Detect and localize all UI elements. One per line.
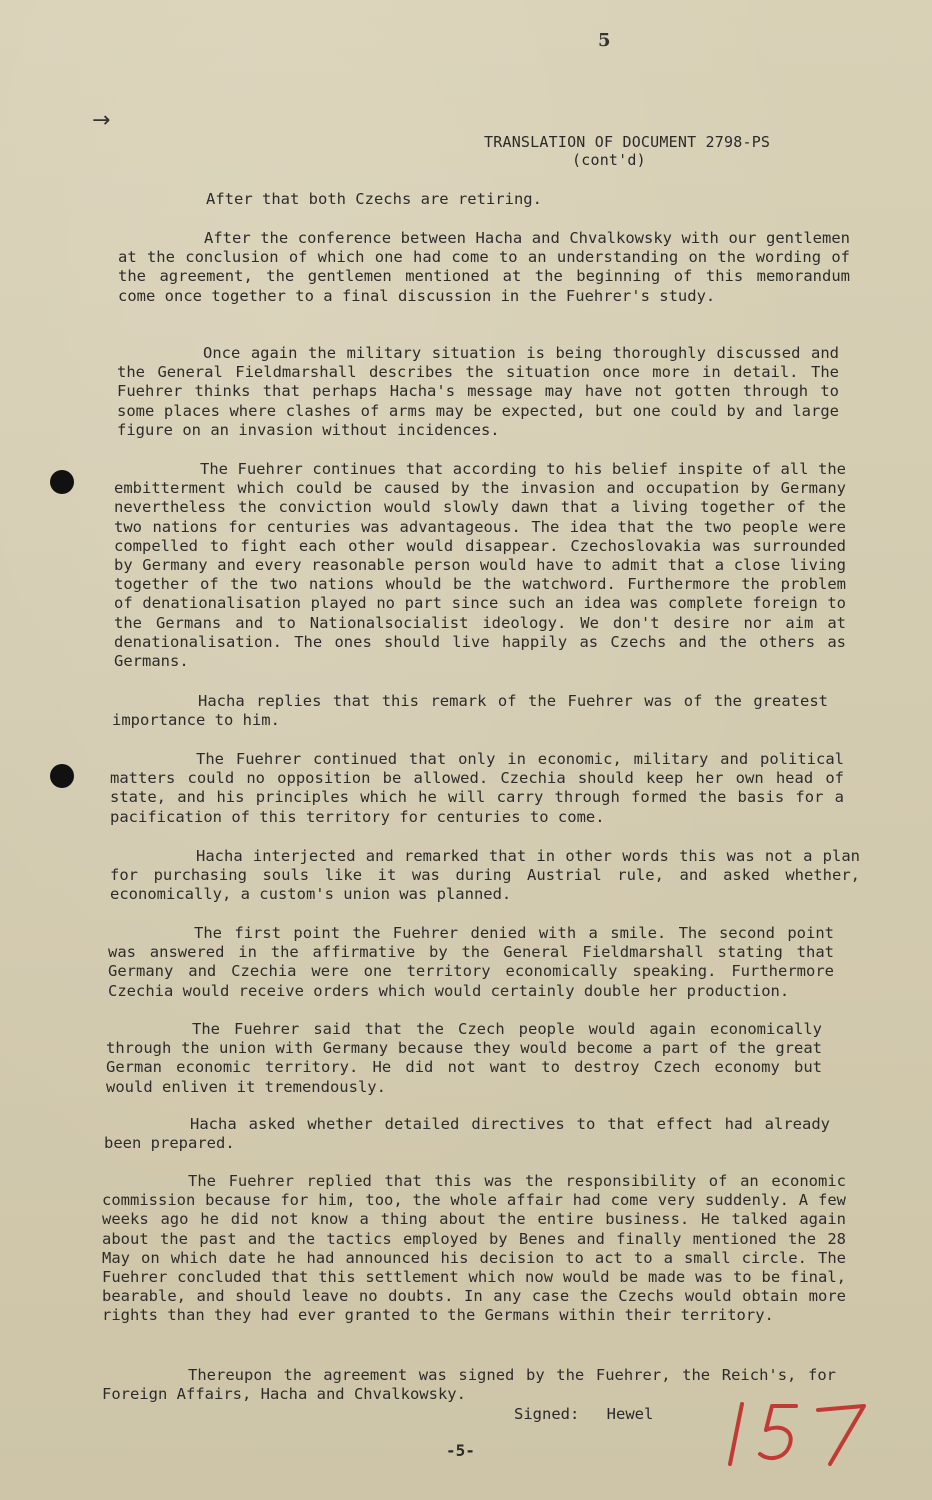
handwritten-page-stamp bbox=[722, 1398, 872, 1470]
punch-hole-bottom bbox=[50, 764, 74, 788]
paragraph: Thereupon the agreement was signed by the Fuehrer, the Reich's, for Foreign Affairs, Hacha and Chvalkowsky. bbox=[102, 1366, 836, 1404]
paragraph: The Fuehrer replied that this was the responsibility of an economic commission because for him, too, the whole affair had come very suddenly. A few weeks ago he did not know a thing about the entire business. He talked again about the past and the tactics employed by Benes and finally mentioned the 28 May on which date he had announced his decision to act to a small circle. The Fuehrer concluded that this settlement which now would be made was to be final, bearable, and should leave no doubts. In any case the Czechs would obtain more rights than they had ever granted to the Germans within their territory. bbox=[102, 1172, 846, 1325]
arrow-mark-icon: → bbox=[92, 108, 111, 133]
paragraph: After that both Czechs are retiring. bbox=[206, 190, 542, 208]
paragraph: Hacha interjected and remarked that in other words this was not a plan for purchasing souls like it was during Austrial rule, and asked whether, economically, a custom's union was planned. bbox=[110, 847, 860, 904]
paragraph: After the conference between Hacha and Chvalkowsky with our gentlemen at the conclusion of which one had come to an understanding on the wording of the agreement, the gentlemen mentioned at the beginning of this memorandum come once together to a final discussion in the Fuehrer's study. bbox=[118, 229, 850, 305]
heading-continued: (cont'd) bbox=[572, 151, 646, 169]
paragraph: The first point the Fuehrer denied with a smile. The second point was answered in the affirmative by the General Fieldmarshall stating that Germany and Czechia were one territory economically speaking. Furthermore Czechia would receive orders which would certainly double her production. bbox=[108, 924, 834, 1000]
signature-line bbox=[514, 1405, 653, 1423]
signature-label: Signed: bbox=[514, 1405, 580, 1423]
document-heading bbox=[484, 133, 794, 169]
paragraph: The Fuehrer continues that according to his belief inspite of all the embitterment which could be caused by the invasion and occupation by Germany nevertheless the conviction would slowly dawn that a living together of the two nations for centuries was advantageous. The idea that the two people were compelled to fight each other would disappear. Czechoslovakia was surrounded by Germany and every reasonable person would have to admit that a close living together of the two nations whould be the watchword. Furthermore the problem of denationalisation played no part since such an idea was complete foreign to the Germans and to Nationalsocialist ideology. We don't desire nor aim at denationalisation. The ones should live happily as Czechs and the others as Germans. bbox=[114, 460, 846, 671]
paragraph: Hacha replies that this remark of the Fuehrer was of the greatest importance to him. bbox=[112, 692, 828, 730]
paragraph: Once again the military situation is being thoroughly discussed and the General Fieldmarshall describes the situation once more in detail. The Fuehrer thinks that perhaps Hacha's message may have not gotten through to some places where clashes of arms may be expected, but one could by and large figure on an invasion without incidences. bbox=[117, 344, 839, 439]
paragraph: The Fuehrer continued that only in economic, military and political matters could no opposition be allowed. Czechia should keep her own head of state, and his principles which he will carry through formed the basis for a pacification of this territory for centuries to come. bbox=[110, 750, 844, 826]
punch-hole-top bbox=[50, 470, 74, 494]
paragraph: Hacha asked whether detailed directives to that effect had already been prepared. bbox=[104, 1115, 830, 1153]
paragraph: The Fuehrer said that the Czech people would again economically through the union with Germany because they would become a part of the great German economic territory. He did not want to destroy Czech economy but would enliven it tremendously. bbox=[106, 1020, 822, 1096]
page-mark: 5 bbox=[598, 30, 611, 51]
page-number: -5- bbox=[446, 1441, 475, 1460]
heading-title: TRANSLATION OF DOCUMENT 2798-PS bbox=[484, 133, 771, 151]
signature-name: Hewel bbox=[606, 1405, 654, 1423]
